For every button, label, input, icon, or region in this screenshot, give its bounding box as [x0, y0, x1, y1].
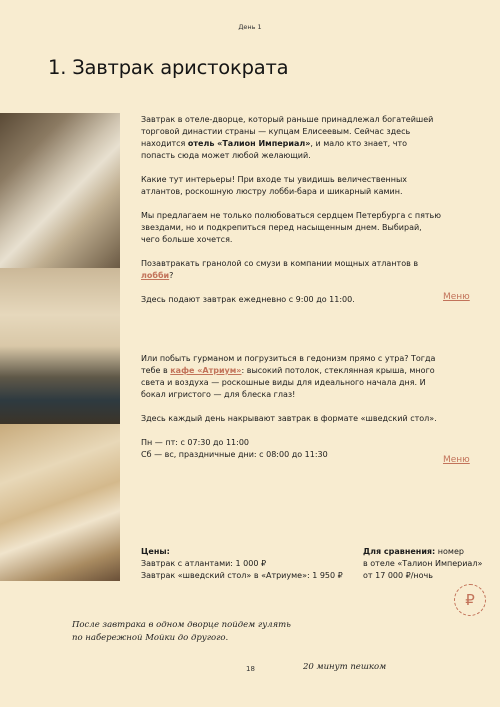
cafe-hours-weekdays: Пн — пт: с 07:30 до 11:00: [141, 438, 250, 447]
cafe-text: [141, 353, 441, 461]
ruble-coin-icon: ₽: [454, 584, 486, 616]
hotel-name: отель «Талион Империал»: [187, 139, 311, 148]
page-title: 1. Завтрак аристократа: [48, 56, 289, 79]
cafe-hours-weekends: Сб — вс, праздничные дни: с 08:00 до 11:30: [141, 450, 328, 459]
prices-heading: Цены:: [141, 547, 170, 556]
photo-atlantes-lobby: [0, 113, 120, 268]
intro-paragraph-4: Позавтракать гранолой со смузи в компании мощных атлантов в лобби?: [141, 259, 419, 280]
lobby-menu-link[interactable]: Меню: [443, 292, 470, 302]
lobby-link[interactable]: лобби: [141, 271, 170, 280]
walk-note: [72, 619, 291, 645]
photo-atrium-cafe: [0, 424, 120, 581]
compare-room: номер: [435, 547, 464, 556]
walk-note-line-1: После завтрака в одном дворце пойдем гулять: [72, 620, 291, 630]
day-label: День 1: [238, 23, 262, 31]
compare-heading: Для сравнения:: [363, 547, 436, 556]
compare-block: [363, 546, 482, 582]
cafe-paragraph-2: Здесь каждый день накрывают завтрак в формате «шведский стол».: [141, 414, 437, 423]
photo-fireplace-hall: [0, 268, 120, 424]
page-number: 18: [246, 665, 255, 673]
intro-paragraph-2: Какие тут интерьеры! При входе ты увидишь величественных атлантов, роскошную люстру лобби-бара и шикарный камин.: [141, 175, 408, 196]
intro-paragraph-1: Завтрак в отеле-дворце, который раньше принадлежал богатейшей торговой династии страны — купцам Елисеевым. Сейчас здесь находится отель «Талион Империал», и мало кто знает, что попасть сюда может любой желающий.: [141, 115, 434, 160]
price-line-atlantes: Завтрак с атлантами: 1 000 ₽: [141, 559, 267, 568]
intro-text: [141, 114, 441, 306]
cafe-paragraph-1: Или побыть гурманом и погрузиться в гедонизм прямо с утра? Тогда тебе в кафе «Атриум»: высокий потолок, стеклянная крыша, много света и воздуха — роскошные виды для идеального начала дня. И бокал игристого — для блеска глаз!: [141, 354, 436, 399]
compare-hotel: в отеле «Талион Империал»: [363, 559, 483, 568]
walk-note-line-2: по набережной Мойки до другого.: [72, 633, 229, 643]
compare-price: от 17 000 ₽/ночь: [363, 571, 433, 580]
intro-paragraph-3: Мы предлагаем не только полюбоваться сердцем Петербурга с пятью звездами, но и подкрепиться перед насыщенным днем. Выбирай, чего больше хочется.: [141, 211, 441, 244]
atrium-menu-link[interactable]: Меню: [443, 455, 470, 465]
atrium-cafe-link[interactable]: кафе «Атриум»: [170, 366, 242, 375]
price-line-atrium: Завтрак «шведский стол» в «Атриуме»: 1 950 ₽: [141, 571, 343, 580]
lobby-hours: Здесь подают завтрак ежедневно с 9:00 до 11:00.: [141, 295, 355, 304]
walk-time: 20 минут пешком: [303, 662, 387, 672]
prices-block: [141, 546, 343, 582]
